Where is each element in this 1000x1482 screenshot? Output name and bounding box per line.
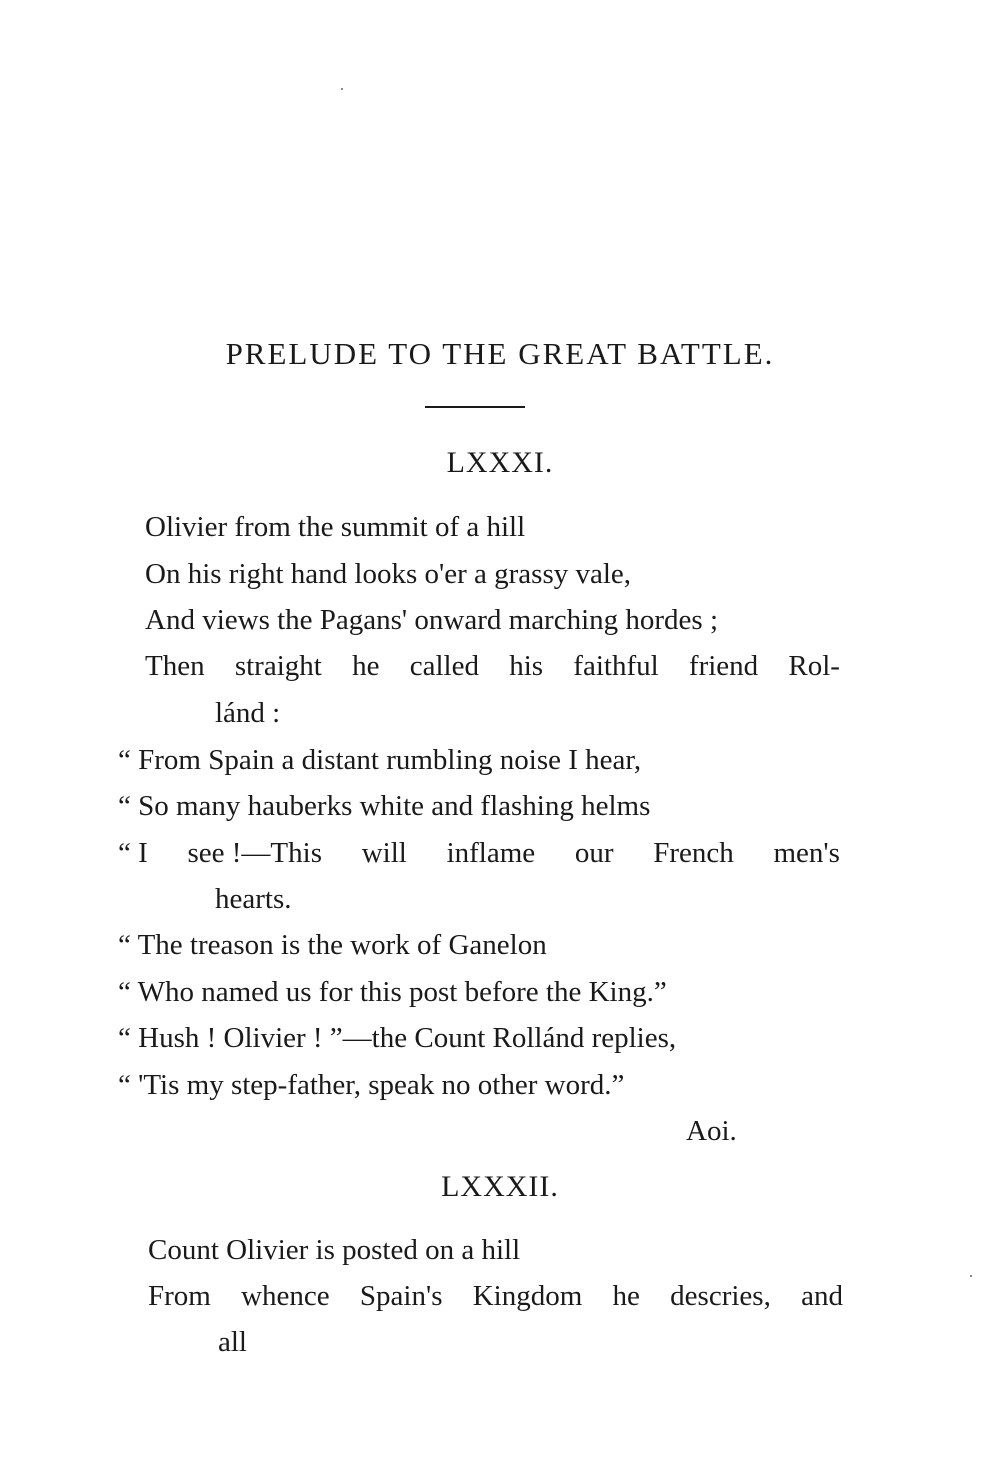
word: called (409, 650, 479, 682)
verse-line: On his right hand looks o'er a grassy vale, (145, 558, 632, 590)
stanza-number-lxxxii: LXXXII. (441, 1170, 559, 1203)
word: descries, (670, 1280, 771, 1312)
title-divider (425, 406, 525, 408)
word: straight (234, 650, 322, 682)
chapter-title: PRELUDE TO THE GREAT BATTLE. (225, 336, 775, 371)
stanza-number-lxxxi: LXXXI. (446, 446, 554, 479)
word: men's (773, 837, 840, 869)
page-speck-right (970, 1275, 972, 1277)
verse-line: “ Who named us for this post before the King.” (118, 976, 667, 1008)
word: our (574, 837, 614, 869)
verse-line: “ Hush ! Olivier ! ”—the Count Rollánd replies, (118, 1022, 677, 1054)
page-speck-top (341, 88, 343, 90)
verse-line-continuation: lánd : (215, 697, 281, 729)
word: and (801, 1280, 843, 1312)
verse-line: “ 'Tis my step-father, speak no other word.” (118, 1069, 625, 1101)
word: Kingdom (472, 1280, 583, 1312)
word: Then (145, 650, 205, 682)
word: friend (688, 650, 759, 682)
verse-line-continuation: hearts. (215, 883, 292, 915)
word: his (509, 650, 544, 682)
word: Rol- (788, 650, 840, 682)
verse-line: Count Olivier is posted on a hill (148, 1234, 521, 1266)
word: see !—This (187, 837, 322, 869)
verse-line (145, 648, 840, 684)
word: faithful (573, 650, 659, 682)
verse-line: And views the Pagans' onward marching hordes ; (145, 604, 719, 636)
word: inflame (446, 837, 536, 869)
word: whence (241, 1280, 330, 1312)
verse-line (118, 835, 840, 871)
verse-line-continuation: all (218, 1326, 247, 1358)
verse-line: “ So many hauberks white and flashing helms (118, 790, 651, 822)
word: “ I (118, 837, 148, 869)
word: will (361, 837, 407, 869)
word: Spain's (359, 1280, 443, 1312)
verse-line: “ The treason is the work of Ganelon (118, 929, 547, 961)
verse-line: Olivier from the summit of a hill (145, 511, 526, 543)
word: French (653, 837, 734, 869)
verse-line (148, 1278, 843, 1314)
word: From (148, 1280, 211, 1312)
word: he (352, 650, 380, 682)
verse-line: “ From Spain a distant rumbling noise I hear, (118, 744, 642, 776)
word: he (612, 1280, 640, 1312)
refrain-aoi: Aoi. (686, 1115, 737, 1147)
